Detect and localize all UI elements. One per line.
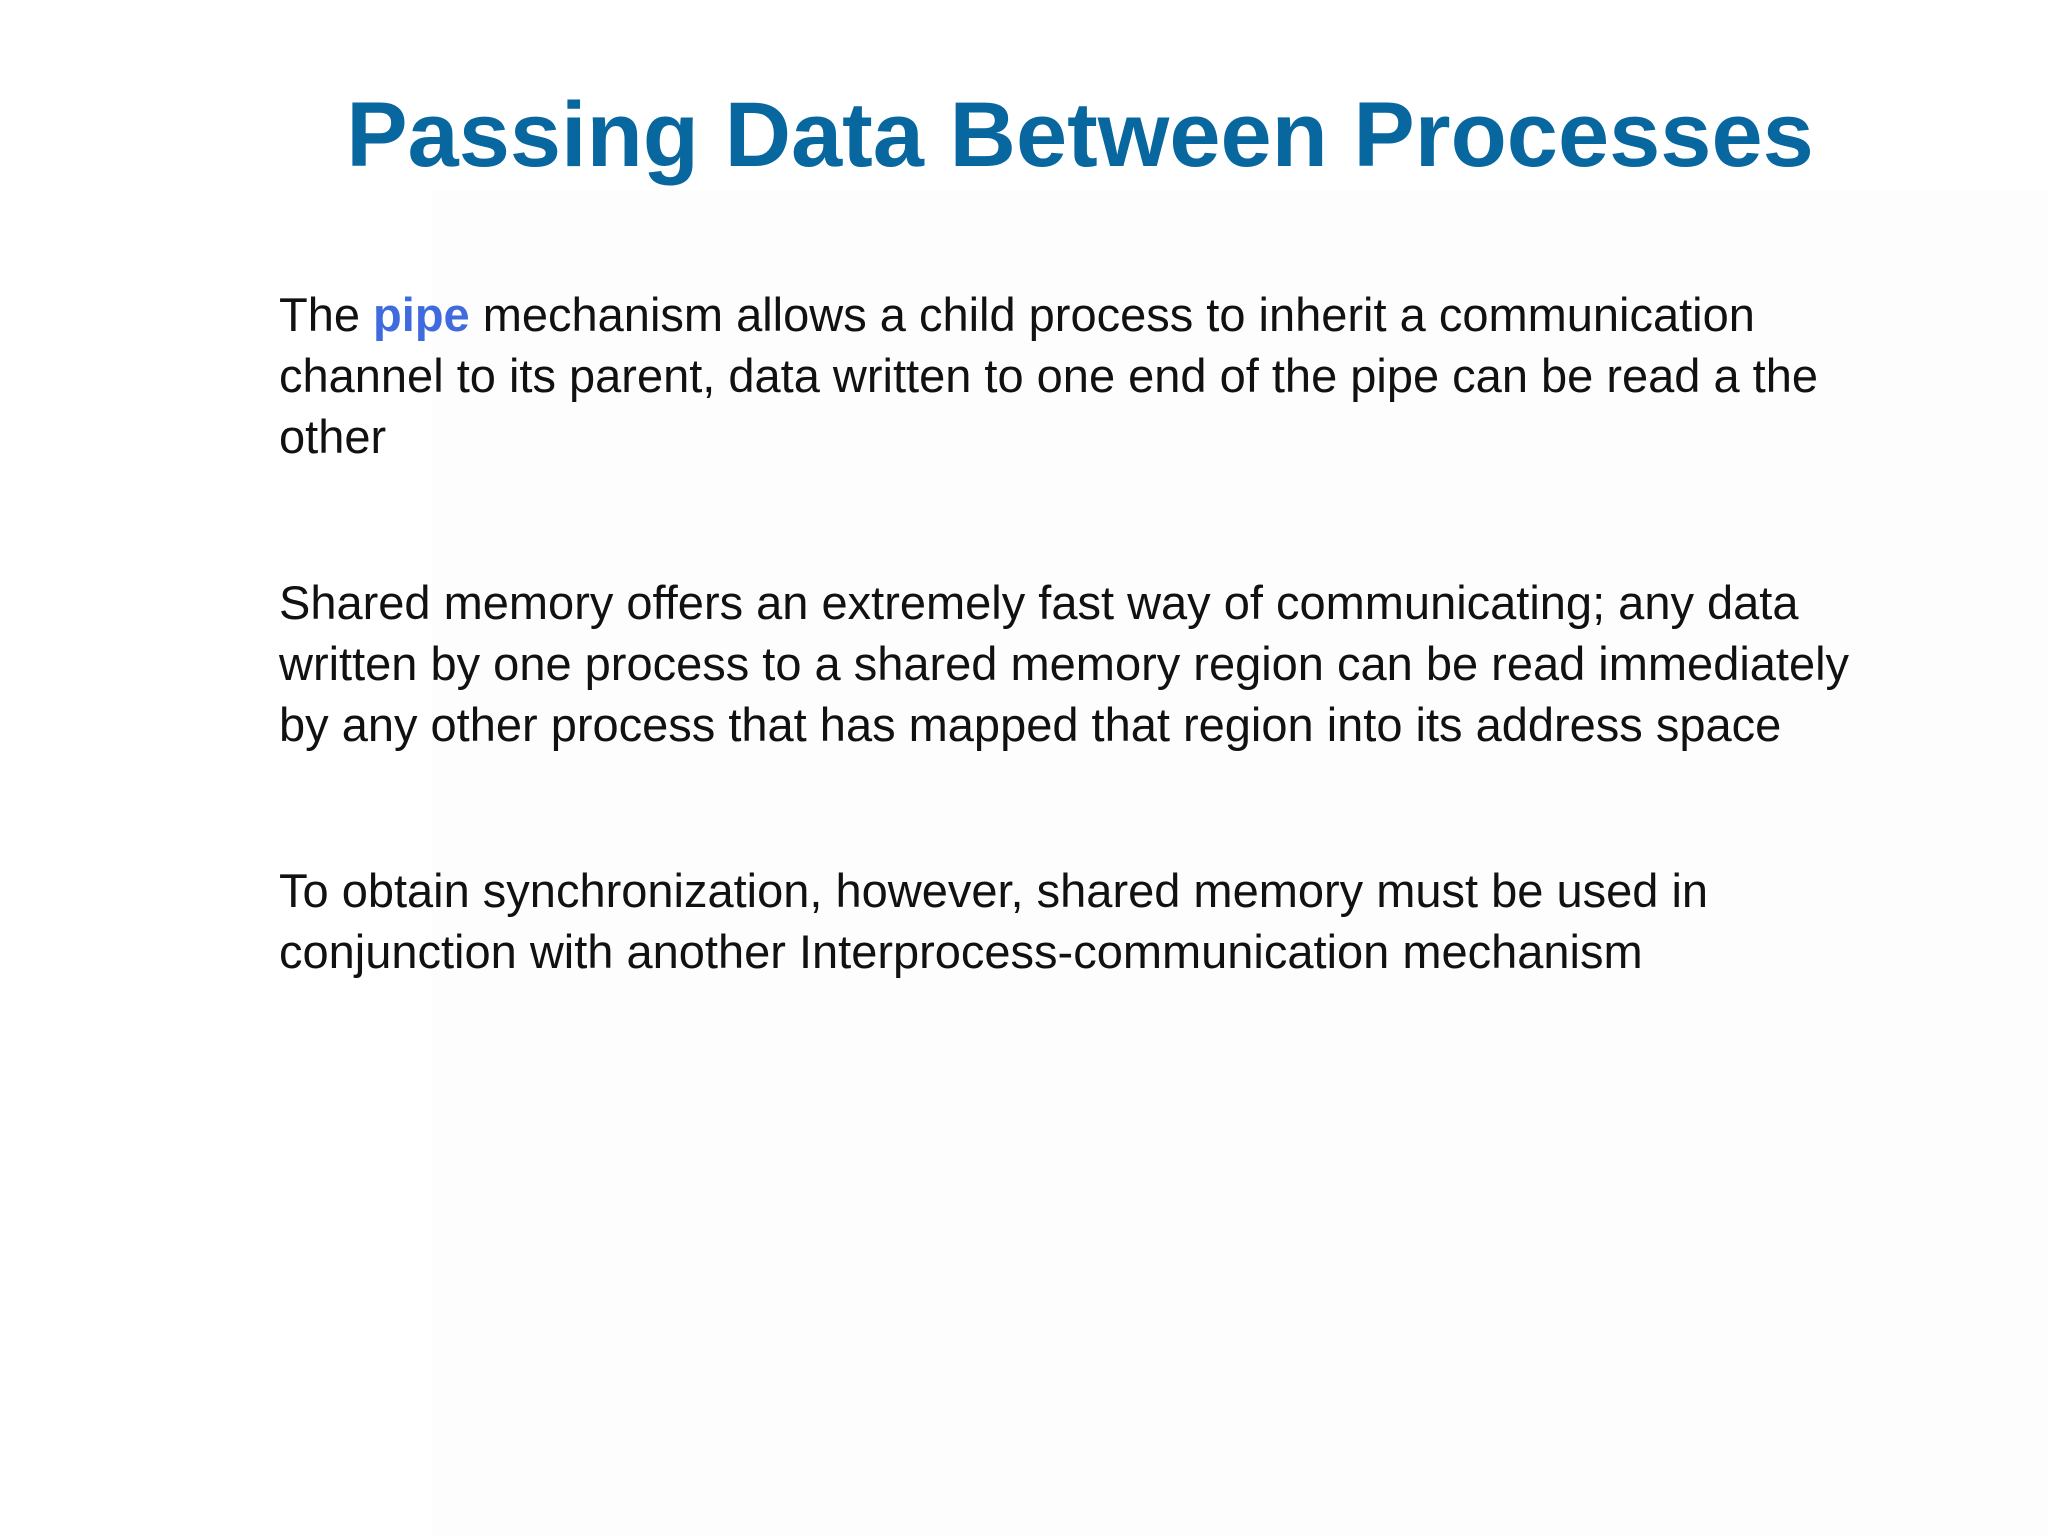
paragraph-pipe xyxy=(279,284,1839,467)
slide-title: Passing Data Between Processes xyxy=(346,84,1814,186)
pipe-keyword: pipe xyxy=(373,288,470,341)
slide-body xyxy=(279,284,1899,982)
paragraph-shared-memory: Shared memory offers an extremely fast way of communicating; any data written by one process to a shared memory region can be read immediately by any other process that has mapped that region into its address space xyxy=(279,576,1850,751)
paragraph-pipe-prefix: The xyxy=(279,288,374,341)
paragraph-pipe-text: mechanism allows a child process to inherit a communication channel to its parent, data written to one end of the pipe can be read a the other xyxy=(279,288,1819,463)
paragraph-synchronization: To obtain synchronization, however, shared memory must be used in conjunction with another Interprocess-communication mechanism xyxy=(279,864,1709,978)
